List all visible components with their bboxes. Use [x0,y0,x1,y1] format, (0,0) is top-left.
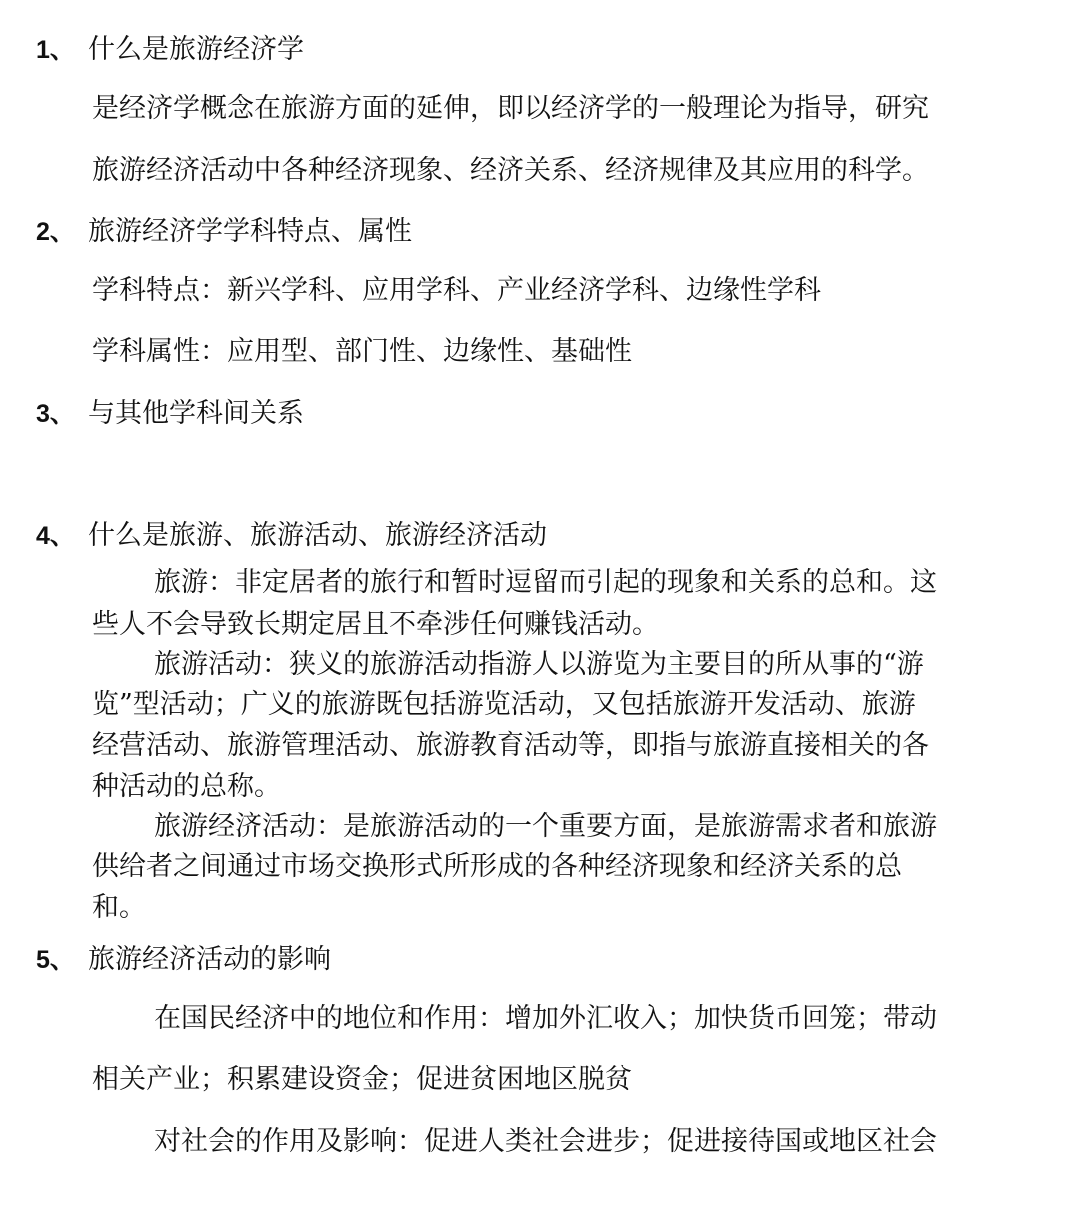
paragraph-line: 种活动的总称。 [92,771,281,802]
section-number: 2、 [36,218,75,246]
section-title: 旅游经济活动的影响 [88,944,331,975]
paragraph-line: 旅游经济活动：是旅游活动的一个重要方面，是旅游需求者和旅游 [154,811,937,842]
paragraph-line: 旅游活动：狭义的旅游活动指游人以游览为主要目的所从事的“游 [154,649,924,680]
section-title: 什么是旅游经济学 [88,34,304,65]
paragraph-line: 学科属性：应用型、部门性、边缘性、基础性 [92,336,632,367]
section-title: 与其他学科间关系 [88,398,304,429]
paragraph-line: 旅游：非定居者的旅行和暂时逗留而引起的现象和关系的总和。这 [154,567,937,598]
section-2-heading [36,214,412,250]
section-3-heading [36,396,304,432]
section-number: 4、 [36,522,75,550]
section-4-heading [36,518,547,554]
paragraph-line: 学科特点：新兴学科、应用学科、产业经济学科、边缘性学科 [92,275,821,306]
paragraph-line: 经营活动、旅游管理活动、旅游教育活动等，即指与旅游直接相关的各 [92,730,929,761]
paragraph-line: 览”型活动；广义的旅游既包括游览活动，又包括旅游开发活动、旅游 [92,689,916,720]
section-number: 3、 [36,400,75,428]
section-title: 旅游经济学学科特点、属性 [88,216,412,247]
section-number: 5、 [36,946,75,974]
paragraph-line: 旅游经济活动中各种经济现象、经济关系、经济规律及其应用的科学。 [92,155,929,186]
paragraph-line: 相关产业；积累建设资金；促进贫困地区脱贫 [92,1064,632,1095]
paragraph-line: 和。 [92,892,146,923]
paragraph-line: 些人不会导致长期定居且不牵涉任何赚钱活动。 [92,609,659,640]
paragraph-line: 在国民经济中的地位和作用：增加外汇收入；加快货币回笼；带动 [154,1003,937,1034]
paragraph-line: 对社会的作用及影响：促进人类社会进步；促进接待国或地区社会 [154,1126,937,1157]
section-title: 什么是旅游、旅游活动、旅游经济活动 [88,520,547,551]
section-5-heading [36,942,331,978]
paragraph-line: 供给者之间通过市场交换形式所形成的各种经济现象和经济关系的总 [92,851,902,882]
section-number: 1、 [36,36,75,64]
section-1-heading [36,32,304,68]
paragraph-line: 是经济学概念在旅游方面的延伸，即以经济学的一般理论为指导，研究 [92,93,929,124]
